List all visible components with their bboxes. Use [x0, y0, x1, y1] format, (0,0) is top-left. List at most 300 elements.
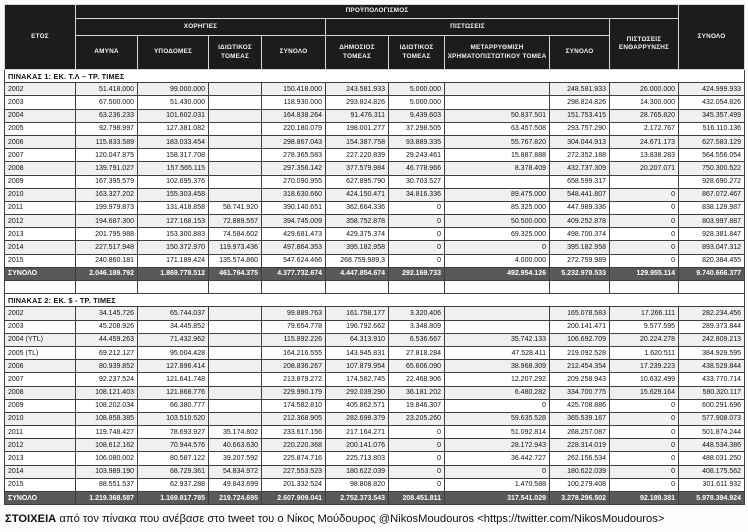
value-cell: 127.168.153: [138, 215, 209, 228]
year-cell: 2005: [5, 122, 76, 135]
year-cell: 2015: [5, 478, 76, 491]
value-cell: 63.457.508: [445, 122, 550, 135]
total-value-cell: 219.724.695: [209, 492, 262, 505]
value-cell: 150.418.000: [262, 83, 326, 96]
value-cell: 289.373.844: [679, 320, 745, 333]
value-cell: 69.325.000: [445, 228, 550, 241]
value-cell: 8.378.409: [445, 162, 550, 175]
value-cell: 115.892.226: [262, 333, 326, 346]
value-cell: 164.216.555: [262, 346, 326, 359]
value-cell: 78.693.927: [138, 426, 209, 439]
value-cell: 121.868.776: [138, 386, 209, 399]
total-value-cell: 9.740.666.377: [679, 267, 745, 280]
value-cell: 0: [389, 215, 445, 228]
spacer-cell: [262, 281, 326, 294]
value-cell: 201.795.988: [76, 228, 138, 241]
value-cell: 0: [610, 241, 679, 254]
budget-group-header: ΠΡΟΫΠΟΛΟΓΙΣΜΟΣ: [76, 5, 679, 19]
value-cell: 209.258.943: [550, 373, 610, 386]
value-cell: 62.937.288: [138, 478, 209, 491]
total-value-cell: 92.189.381: [610, 492, 679, 505]
table-row: [5, 439, 745, 452]
total-row: [5, 492, 745, 505]
value-cell: 304.044.913: [550, 135, 610, 148]
total-value-cell: 5.232.978.533: [550, 267, 610, 280]
value-cell: [209, 188, 262, 201]
total-value-cell: 292.169.733: [389, 267, 445, 280]
value-cell: 108.121.403: [76, 386, 138, 399]
table-row: [5, 307, 745, 320]
spacer-cell: [76, 281, 138, 294]
grants-group-header: ΧΟΡΗΓΙΕΣ: [76, 19, 326, 36]
value-cell: 17.239.223: [610, 360, 679, 373]
value-cell: 47.528.411: [445, 346, 550, 359]
table-row: [5, 241, 745, 254]
value-cell: 183.033.454: [138, 135, 209, 148]
value-cell: 220.220.368: [262, 439, 326, 452]
value-cell: 64.313.910: [326, 333, 389, 346]
value-cell: 107.879.954: [326, 360, 389, 373]
year-cell: 2010: [5, 412, 76, 425]
caption-text: από τον πίνακα που ανέβασε στο tweet του ο Νίκος Μούδουρος @NikosMoudouros <https://twitter.com/NikosMoudouros>: [56, 513, 665, 526]
value-cell: 282.234.456: [679, 307, 745, 320]
value-cell: 627.583.129: [679, 135, 745, 148]
value-cell: 3.348.809: [389, 320, 445, 333]
value-cell: 448.534.386: [679, 439, 745, 452]
value-cell: 30.703.527: [389, 175, 445, 188]
value-cell: 67.500.000: [76, 96, 138, 109]
value-cell: 17.266.111: [610, 307, 679, 320]
value-cell: 345.357.499: [679, 109, 745, 122]
value-cell: [209, 122, 262, 135]
value-cell: 106.080.002: [76, 452, 138, 465]
value-cell: 365.539.167: [550, 412, 610, 425]
spacer-cell: [445, 281, 550, 294]
value-cell: 928.381.847: [679, 228, 745, 241]
value-cell: 165.078.583: [550, 307, 610, 320]
total-label-cell: ΣΥΝΟΛΟ: [5, 267, 76, 280]
value-cell: 106.692.709: [550, 333, 610, 346]
year-cell: 2012: [5, 215, 76, 228]
section-title: ΠΙΝΑΚΑΣ 2: ΕΚ. $ - ΤΡ. ΤΙΜΕΣ: [5, 294, 745, 307]
value-cell: 0: [610, 228, 679, 241]
year-cell: 2014: [5, 241, 76, 254]
value-cell: 101.602.031: [138, 109, 209, 122]
value-cell: 272.352.188: [550, 149, 610, 162]
value-cell: 198.001.277: [326, 122, 389, 135]
value-cell: 174.582.810: [262, 399, 326, 412]
value-cell: 93.889.335: [389, 135, 445, 148]
value-cell: 10.632.499: [610, 373, 679, 386]
value-cell: 9.439.603: [389, 109, 445, 122]
value-cell: 395.182.958: [326, 241, 389, 254]
value-cell: 13.838.283: [610, 149, 679, 162]
value-cell: 46.778.966: [389, 162, 445, 175]
value-cell: 225.874.716: [262, 452, 326, 465]
value-cell: 358.752.878: [326, 215, 389, 228]
spacer-cell: [389, 281, 445, 294]
value-cell: 36.442.727: [445, 452, 550, 465]
value-cell: 219.092.528: [550, 346, 610, 359]
value-cell: [610, 175, 679, 188]
value-cell: 438.529.844: [679, 360, 745, 373]
value-cell: 12.207.292: [445, 373, 550, 386]
value-cell: 45.208.926: [76, 320, 138, 333]
total-value-cell: 492.954.126: [445, 267, 550, 280]
value-cell: 488.031.250: [679, 452, 745, 465]
value-cell: 0: [389, 426, 445, 439]
value-cell: [209, 373, 262, 386]
value-cell: 298.867.043: [262, 135, 326, 148]
value-cell: 233.617.156: [262, 426, 326, 439]
grants-total-column-header: ΣΥΝΟΛΟ: [262, 36, 326, 70]
value-cell: 92.237.524: [76, 373, 138, 386]
private-sector-grants-column-header: ΙΔΙΩΤΙΚΟΣ ΤΟΜΕΑΣ: [209, 36, 262, 70]
value-cell: 68.729.361: [138, 465, 209, 478]
table-row: [5, 465, 745, 478]
value-cell: 5.000.000: [389, 96, 445, 109]
value-cell: 108.612.162: [76, 439, 138, 452]
value-cell: 103.989.190: [76, 465, 138, 478]
value-cell: 200.141.076: [326, 439, 389, 452]
value-cell: 498.700.374: [550, 228, 610, 241]
table-row: [5, 360, 745, 373]
value-cell: 577.908.073: [679, 412, 745, 425]
public-sector-column-header: ΔΗΜΟΣΙΟΣ ΤΟΜΕΑΣ: [326, 36, 389, 70]
year-cell: 2012: [5, 439, 76, 452]
value-cell: 600.291.696: [679, 399, 745, 412]
value-cell: 548.441.807: [550, 188, 610, 201]
value-cell: 217.164.271: [326, 426, 389, 439]
value-cell: 0: [389, 465, 445, 478]
table-row: [5, 96, 745, 109]
value-cell: 69.212.127: [76, 346, 138, 359]
value-cell: 19.846.307: [389, 399, 445, 412]
value-cell: 580.320.117: [679, 386, 745, 399]
value-cell: 131.418.858: [138, 201, 209, 214]
value-cell: 139.791.027: [76, 162, 138, 175]
value-cell: 23.205.260: [389, 412, 445, 425]
value-cell: 180.622.039: [550, 465, 610, 478]
value-cell: 3.320.406: [389, 307, 445, 320]
value-cell: 14.300.000: [610, 96, 679, 109]
value-cell: 803.997.887: [679, 215, 745, 228]
year-cell: 2011: [5, 426, 76, 439]
value-cell: 51.092.814: [445, 426, 550, 439]
value-cell: 2.172.767: [610, 122, 679, 135]
value-cell: 390.140.651: [262, 201, 326, 214]
value-cell: 227.553.523: [262, 465, 326, 478]
value-cell: 516.110.136: [679, 122, 745, 135]
value-cell: 118.930.000: [262, 96, 326, 109]
value-cell: 80.587.122: [138, 452, 209, 465]
value-cell: 158.317.708: [138, 149, 209, 162]
value-cell: [445, 96, 550, 109]
grand-total-column-header: ΣΥΝΟΛΟ: [679, 5, 745, 70]
table-row: [5, 254, 745, 267]
value-cell: 0: [610, 452, 679, 465]
value-cell: 0: [389, 439, 445, 452]
value-cell: 65.744.037: [138, 307, 209, 320]
value-cell: 0: [610, 439, 679, 452]
total-row: [5, 267, 745, 280]
value-cell: 167.395.579: [76, 175, 138, 188]
value-cell: 15.629.164: [610, 386, 679, 399]
value-cell: 15.887.888: [445, 149, 550, 162]
total-value-cell: 4.447.854.674: [326, 267, 389, 280]
credits-group-header: ΠΙΣΤΩΣΕΙΣ: [326, 19, 610, 36]
value-cell: 208.836.267: [262, 360, 326, 373]
table-row: [5, 188, 745, 201]
value-cell: 409.252.878: [550, 215, 610, 228]
table-row: [5, 346, 745, 359]
value-cell: 0: [445, 399, 550, 412]
value-cell: 5.000.000: [389, 83, 445, 96]
value-cell: [209, 386, 262, 399]
total-value-cell: 2.752.373.543: [326, 492, 389, 505]
table-row: [5, 320, 745, 333]
value-cell: 99.000.000: [138, 83, 209, 96]
year-cell: 2015: [5, 254, 76, 267]
year-cell: 2002: [5, 83, 76, 96]
value-cell: 54.834.972: [209, 465, 262, 478]
value-cell: [209, 346, 262, 359]
value-cell: 6.480.282: [445, 386, 550, 399]
year-cell: 2010: [5, 188, 76, 201]
value-cell: [209, 399, 262, 412]
total-value-cell: 129.955.114: [610, 267, 679, 280]
value-cell: 0: [610, 478, 679, 491]
value-cell: 408.175.562: [679, 465, 745, 478]
table-row: [5, 373, 745, 386]
year-cell: 2002: [5, 307, 76, 320]
total-label-cell: ΣΥΝΟΛΟ: [5, 492, 76, 505]
value-cell: 119.748.427: [76, 426, 138, 439]
value-cell: 180.622.039: [326, 465, 389, 478]
value-cell: 301.611.932: [679, 478, 745, 491]
year-cell: 2013: [5, 228, 76, 241]
value-cell: 658.599.317: [550, 175, 610, 188]
value-cell: 248.581.933: [550, 83, 610, 96]
value-cell: 820.384.455: [679, 254, 745, 267]
value-cell: 151.753.415: [550, 109, 610, 122]
value-cell: 4.000.000: [445, 254, 550, 267]
value-cell: 66.380.777: [138, 399, 209, 412]
value-cell: 0: [610, 412, 679, 425]
year-cell: 2009: [5, 399, 76, 412]
year-cell: 2005 (TL): [5, 346, 76, 359]
value-cell: 35.742.133: [445, 333, 550, 346]
value-cell: 501.874.244: [679, 426, 745, 439]
value-cell: 384.929.595: [679, 346, 745, 359]
value-cell: 497.864.353: [262, 241, 326, 254]
table-row: [5, 412, 745, 425]
value-cell: 34.445.852: [138, 320, 209, 333]
value-cell: 88.551.537: [76, 478, 138, 491]
value-cell: 171.189.424: [138, 254, 209, 267]
value-cell: 838.129.987: [679, 201, 745, 214]
value-cell: 155.303.458: [138, 188, 209, 201]
value-cell: 394.745.009: [262, 215, 326, 228]
value-cell: 59.635.528: [445, 412, 550, 425]
value-cell: 547.624.466: [262, 254, 326, 267]
year-cell: 2007: [5, 373, 76, 386]
total-value-cell: 3.278.296.502: [550, 492, 610, 505]
value-cell: [209, 109, 262, 122]
value-cell: 20.224.278: [610, 333, 679, 346]
total-value-cell: 317.541.029: [445, 492, 550, 505]
value-cell: 334.700.775: [550, 386, 610, 399]
value-cell: 37.298.505: [389, 122, 445, 135]
year-cell: 2013: [5, 452, 76, 465]
value-cell: 201.332.524: [262, 478, 326, 491]
value-cell: 0: [610, 201, 679, 214]
value-cell: 1.620.511: [610, 346, 679, 359]
value-cell: 0: [610, 254, 679, 267]
value-cell: 395.182.958: [550, 241, 610, 254]
value-cell: 1.470.588: [445, 478, 550, 491]
value-cell: 127.381.082: [138, 122, 209, 135]
value-cell: 103.510.520: [138, 412, 209, 425]
value-cell: 108.202.034: [76, 399, 138, 412]
table-row: [5, 399, 745, 412]
value-cell: 50.837.501: [445, 109, 550, 122]
value-cell: [209, 307, 262, 320]
value-cell: 377.579.984: [326, 162, 389, 175]
value-cell: [209, 360, 262, 373]
value-cell: 200.141.471: [550, 320, 610, 333]
spacer-cell: [209, 281, 262, 294]
value-cell: 95.004.428: [138, 346, 209, 359]
value-cell: 212.368.905: [262, 412, 326, 425]
year-cell: 2006: [5, 135, 76, 148]
value-cell: 243.581.933: [326, 83, 389, 96]
total-value-cell: 208.451.811: [389, 492, 445, 505]
infrastructure-column-header: ΥΠΟΔΟΜΕΣ: [138, 36, 209, 70]
value-cell: [209, 135, 262, 148]
value-cell: 161.758.177: [326, 307, 389, 320]
year-cell: 2003: [5, 320, 76, 333]
value-cell: 220.180.079: [262, 122, 326, 135]
value-cell: 0: [389, 254, 445, 267]
value-cell: 6.536.667: [389, 333, 445, 346]
value-cell: 29.243.461: [389, 149, 445, 162]
value-cell: 362.664.336: [326, 201, 389, 214]
spacer-cell: [679, 281, 745, 294]
value-cell: 262.156.534: [550, 452, 610, 465]
value-cell: 928.690.272: [679, 175, 745, 188]
caption: [5, 512, 743, 527]
spacer-row: [5, 281, 745, 294]
table-body: [5, 70, 745, 505]
total-value-cell: 2.607.909.041: [262, 492, 326, 505]
value-cell: 65.606.090: [389, 360, 445, 373]
value-cell: 268.257.087: [550, 426, 610, 439]
value-cell: 429.681.473: [262, 228, 326, 241]
value-cell: 318.630.660: [262, 188, 326, 201]
value-cell: [445, 175, 550, 188]
value-cell: 119.973.436: [209, 241, 262, 254]
value-cell: 0: [389, 241, 445, 254]
value-cell: 120.047.875: [76, 149, 138, 162]
value-cell: 429.375.374: [326, 228, 389, 241]
value-cell: 425.708.886: [550, 399, 610, 412]
year-cell: 2009: [5, 175, 76, 188]
table-row: [5, 149, 745, 162]
spacer-cell: [326, 281, 389, 294]
total-value-cell: 461.764.375: [209, 267, 262, 280]
spacer-cell: [138, 281, 209, 294]
value-cell: 225.713.803: [326, 452, 389, 465]
value-cell: 154.387.758: [326, 135, 389, 148]
table-row: [5, 135, 745, 148]
value-cell: 63.236.233: [76, 109, 138, 122]
value-cell: 80.939.852: [76, 360, 138, 373]
value-cell: 24.671.173: [610, 135, 679, 148]
total-value-cell: 5.978.394.924: [679, 492, 745, 505]
value-cell: 282.698.379: [326, 412, 389, 425]
value-cell: 50.500.000: [445, 215, 550, 228]
value-cell: [209, 320, 262, 333]
table-row: [5, 452, 745, 465]
value-cell: 127.896.414: [138, 360, 209, 373]
value-cell: 163.327.202: [76, 188, 138, 201]
value-cell: 34.145.726: [76, 307, 138, 320]
spacer-cell: [550, 281, 610, 294]
value-cell: 297.356.142: [262, 162, 326, 175]
value-cell: 0: [610, 426, 679, 439]
value-cell: 89.475.000: [445, 188, 550, 201]
value-cell: 35.174.802: [209, 426, 262, 439]
total-value-cell: 1.169.817.785: [138, 492, 209, 505]
value-cell: 150.372.970: [138, 241, 209, 254]
value-cell: 85.325.000: [445, 201, 550, 214]
table-row: [5, 426, 745, 439]
year-cell: 2004 (YTL): [5, 333, 76, 346]
value-cell: 26.000.000: [610, 83, 679, 96]
value-cell: 36.181.202: [389, 386, 445, 399]
year-column-header: ΕΤΟΣ: [5, 5, 76, 70]
section-title-row: [5, 294, 745, 307]
value-cell: 867.072.467: [679, 188, 745, 201]
value-cell: 293.757.290: [550, 122, 610, 135]
value-cell: 270.090.955: [262, 175, 326, 188]
private-sector-credits-column-header: ΙΔΙΩΤΙΚΟΣ ΤΟΜΕΑΣ: [389, 36, 445, 70]
value-cell: 115.833.589: [76, 135, 138, 148]
year-cell: 2006: [5, 360, 76, 373]
table-row: [5, 386, 745, 399]
value-cell: 213.879.272: [262, 373, 326, 386]
section-title-row: [5, 70, 745, 83]
value-cell: [445, 307, 550, 320]
table-row: [5, 83, 745, 96]
table-header: [5, 5, 745, 70]
value-cell: 58.741.920: [209, 201, 262, 214]
value-cell: 405.862.571: [326, 399, 389, 412]
value-cell: [209, 175, 262, 188]
value-cell: 28.765.820: [610, 109, 679, 122]
value-cell: 39.207.592: [209, 452, 262, 465]
value-cell: [209, 149, 262, 162]
credits-total-column-header: ΣΥΝΟΛΟ: [550, 36, 610, 70]
financial-reform-column-header: ΜΕΤΑΡΡΥΘΜΙΣΗ ΧΡΗΜΑΤΟΠΙΣΤΩΤΙΚΟΥ ΤΟΜΕΑ: [445, 36, 550, 70]
value-cell: [445, 320, 550, 333]
value-cell: 99.889.763: [262, 307, 326, 320]
value-cell: 432.054.826: [679, 96, 745, 109]
value-cell: 102.695.376: [138, 175, 209, 188]
value-cell: 240.860.181: [76, 254, 138, 267]
value-cell: 0: [610, 188, 679, 201]
